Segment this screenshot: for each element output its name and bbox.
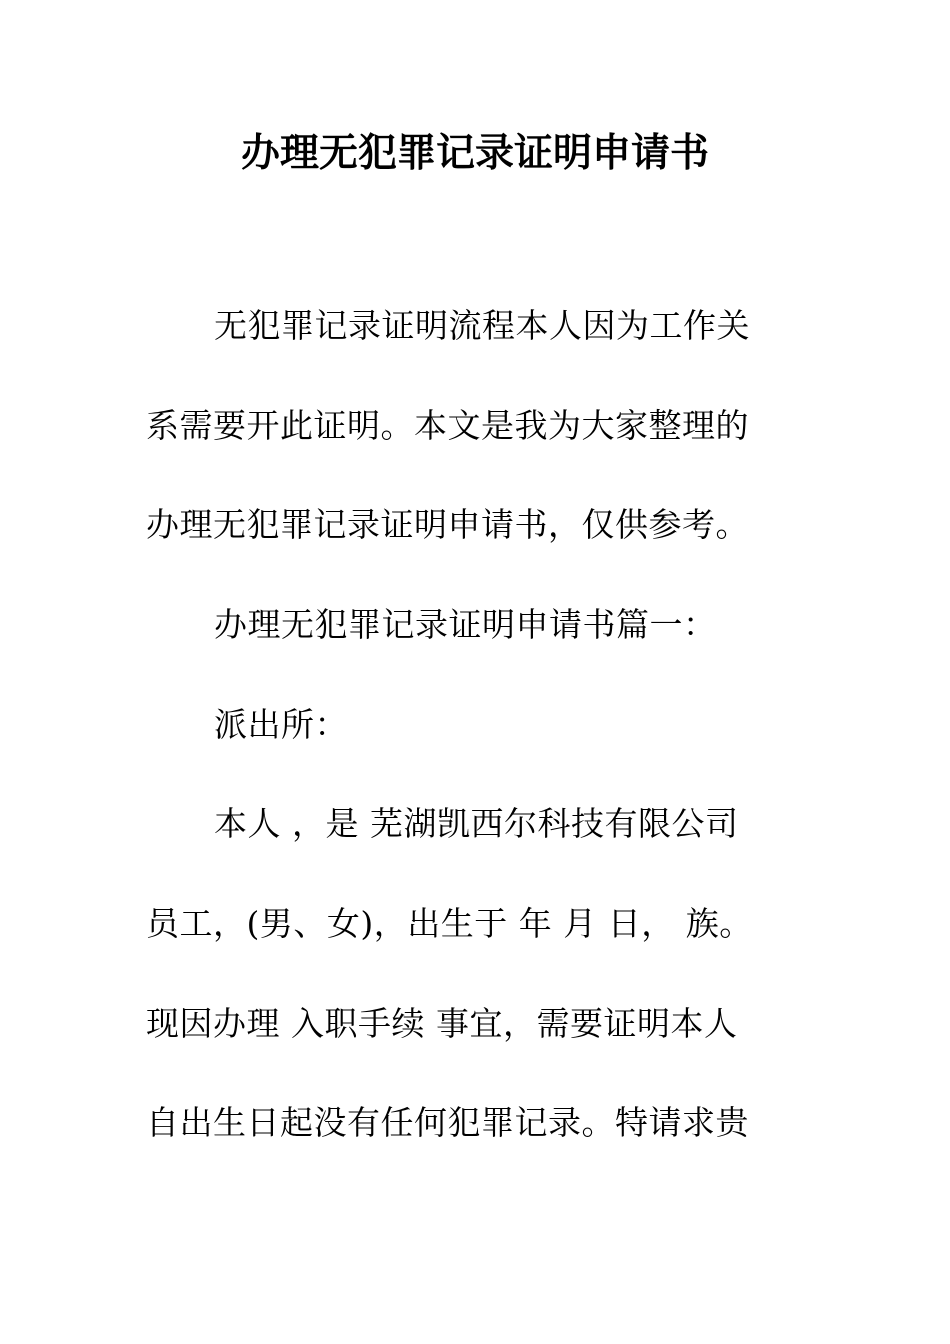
paragraph-line: 系需要开此证明。本文是我为大家整理的: [146, 406, 749, 445]
paragraph-line: 员工，(男、女)，出生于 年 月 日， 族。: [146, 904, 753, 943]
paragraph-line: 无犯罪记录证明流程本人因为工作关: [214, 306, 750, 345]
addressee-line: 派出所：: [214, 705, 348, 744]
paragraph-line: 办理无犯罪记录证明申请书，仅供参考。: [146, 505, 749, 544]
section-heading: 办理无犯罪记录证明申请书篇一：: [214, 605, 717, 644]
paragraph-line: 现因办理 入职手续 事宜，需要证明本人: [146, 1004, 738, 1043]
document-title: 办理无犯罪记录证明申请书: [240, 130, 709, 176]
paragraph-line: 本人 ，是 芜湖凯西尔科技有限公司: [214, 804, 739, 843]
paragraph-line: 自出生日起没有任何犯罪记录。特请求贵: [146, 1103, 749, 1142]
